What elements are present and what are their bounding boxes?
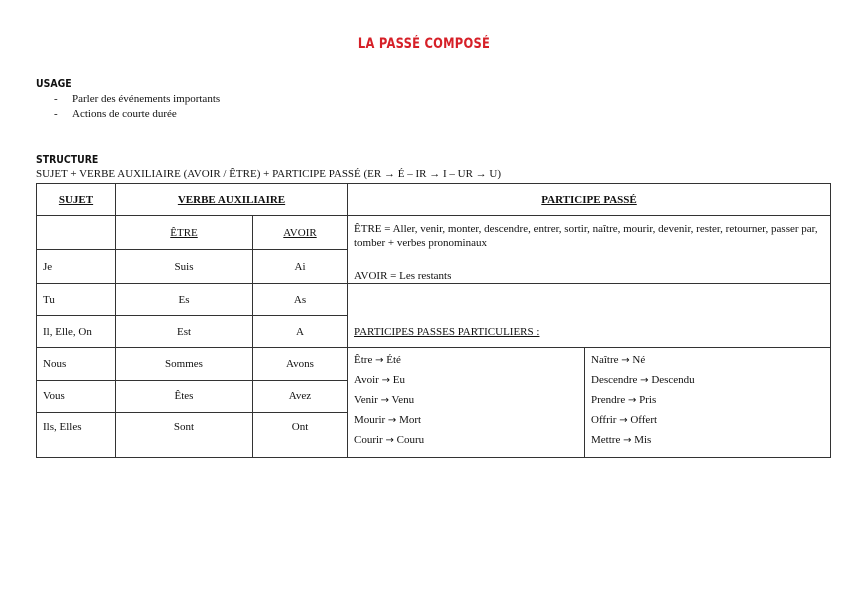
avoir-cell: Avons — [253, 348, 348, 381]
list-item — [354, 393, 578, 413]
subject-cell: Vous — [37, 380, 116, 413]
table-row — [37, 216, 831, 250]
arrow-right-icon: → — [619, 415, 628, 426]
participle: Venu — [391, 394, 415, 406]
verb: Avoir — [354, 374, 379, 386]
etre-cell: Est — [116, 316, 253, 348]
verb: Mourir — [354, 414, 386, 426]
etre-cell: Suis — [116, 250, 253, 284]
particular-heading: PARTICIPES PASSES PARTICULIERS : — [354, 326, 540, 338]
avoir-cell: As — [253, 284, 348, 316]
arrow-right-icon: → — [623, 435, 632, 446]
subject-cell: Nous — [37, 348, 116, 381]
list-item: - Actions de courte durée — [54, 108, 177, 120]
verb: Mettre — [591, 434, 621, 446]
list-item — [354, 413, 578, 433]
header-sujet: SUJET — [37, 184, 116, 216]
list-item — [354, 373, 578, 393]
participle: Offert — [630, 414, 658, 426]
list-item — [591, 413, 824, 433]
usage-list — [54, 92, 220, 122]
list-item-text: Actions de courte durée — [72, 108, 177, 120]
verb: Descendre — [591, 374, 638, 386]
participle: Mort — [399, 414, 422, 426]
header-participe-passe: PARTICIPE PASSÉ — [348, 184, 831, 216]
structure-heading: STRUCTURE — [36, 153, 99, 166]
arrow-right-icon: → — [621, 355, 630, 366]
list-item: - Parler des événements importants — [54, 93, 221, 105]
particular-left-list — [348, 348, 585, 458]
list-item — [354, 433, 578, 453]
table-row — [37, 184, 831, 216]
etre-cell: Sont — [116, 413, 253, 458]
arrow-right-icon: → — [640, 375, 649, 386]
verb: Courir — [354, 434, 383, 446]
etre-cell: Sommes — [116, 348, 253, 381]
participle: Couru — [396, 434, 425, 446]
arrow-right-icon: → — [387, 415, 397, 426]
avoir-cell: Avez — [253, 380, 348, 413]
avoir-cell: A — [253, 316, 348, 348]
particular-heading-cell — [348, 284, 831, 348]
arrow-right-icon: → — [375, 355, 384, 366]
participle: Mis — [634, 434, 652, 446]
verb: Offrir — [591, 414, 617, 426]
participle: Né — [632, 354, 646, 366]
subheader-avoir: AVOIR — [253, 216, 348, 250]
table-row — [37, 284, 831, 316]
header-verbe-auxiliaire: VERBE AUXILIAIRE — [116, 184, 348, 216]
arrow-right-icon: → — [381, 375, 390, 386]
participle: Pris — [639, 394, 657, 406]
list-item — [591, 373, 824, 393]
subject-cell: Je — [37, 250, 116, 284]
participle: Eu — [392, 374, 405, 386]
verb: Prendre — [591, 394, 626, 406]
participle: Descendu — [651, 374, 695, 386]
particular-right-list — [585, 348, 831, 458]
etre-rule-cell — [348, 216, 831, 284]
list-item — [591, 393, 824, 413]
subject-cell: Tu — [37, 284, 116, 316]
list-item — [354, 353, 578, 373]
etre-rule: ÊTRE = Aller, venir, monter, descendre, entrer, sortir, naître, mourir, devenir, rester, retourner, passer par, tomber + verbes pronominaux — [354, 223, 818, 249]
arrow-right-icon: → — [380, 395, 389, 406]
avoir-cell: Ont — [253, 413, 348, 458]
conjugation-table — [36, 183, 831, 458]
list-item — [591, 353, 824, 373]
structure-formula: SUJET + VERBE AUXILIAIRE (AVOIR / ÊTRE) + PARTICIPE PASSÉ (ER → É – IR → I – UR → U) — [36, 168, 502, 180]
verb: Être — [354, 354, 373, 366]
etre-cell: Êtes — [116, 380, 253, 413]
arrow-right-icon: → — [627, 395, 637, 406]
list-item-text: Parler des événements importants — [72, 93, 221, 105]
table-row — [37, 348, 831, 381]
subject-cell: Ils, Elles — [37, 413, 116, 458]
page-title: LA PASSÉ COMPOSÉ — [357, 36, 491, 52]
avoir-cell: Ai — [253, 250, 348, 284]
subheader-etre: ÊTRE — [116, 216, 253, 250]
verb: Naître — [591, 354, 619, 366]
verb: Venir — [354, 394, 378, 406]
usage-heading: USAGE — [36, 77, 72, 90]
participle: Été — [386, 354, 401, 366]
etre-cell: Es — [116, 284, 253, 316]
arrow-right-icon: → — [385, 435, 394, 446]
avoir-rule: AVOIR = Les restants — [354, 270, 452, 282]
subject-cell: Il, Elle, On — [37, 316, 116, 348]
list-item — [591, 433, 824, 453]
empty-cell — [37, 216, 116, 250]
